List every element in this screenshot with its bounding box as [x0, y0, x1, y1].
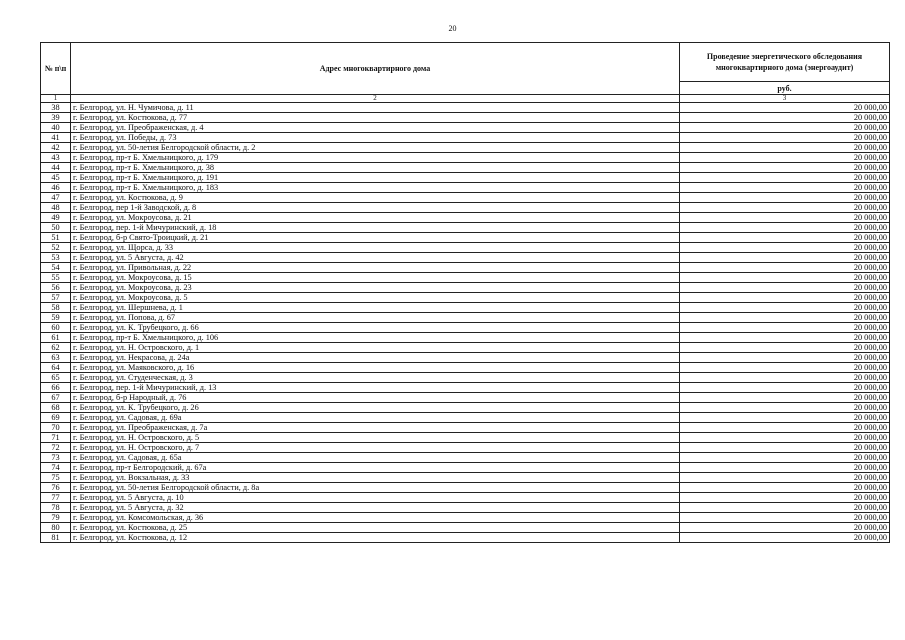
row-number: 60: [41, 323, 71, 333]
table-row: [41, 473, 890, 483]
row-number: 51: [41, 233, 71, 243]
row-address: г. Белгород, ул. Маяковского, д. 16: [71, 363, 680, 373]
table-row: [41, 363, 890, 373]
table-row: [41, 413, 890, 423]
row-address: г. Белгород, б-р Народный, д. 76: [71, 393, 680, 403]
row-number: 46: [41, 183, 71, 193]
row-value: 20 000,00: [680, 533, 890, 543]
row-number: 68: [41, 403, 71, 413]
row-value: 20 000,00: [680, 323, 890, 333]
table-row: [41, 333, 890, 343]
row-number: 53: [41, 253, 71, 263]
row-number: 80: [41, 523, 71, 533]
row-address: г. Белгород, ул. Мокроусова, д. 15: [71, 273, 680, 283]
row-value: 20 000,00: [680, 163, 890, 173]
table-row: [41, 103, 890, 113]
table-row: [41, 403, 890, 413]
row-value: 20 000,00: [680, 463, 890, 473]
row-value: 20 000,00: [680, 453, 890, 463]
row-value: 20 000,00: [680, 183, 890, 193]
row-number: 61: [41, 333, 71, 343]
row-address: г. Белгород, ул. Комсомольская, д. 36: [71, 513, 680, 523]
row-value: 20 000,00: [680, 353, 890, 363]
table-row: [41, 223, 890, 233]
table-row: [41, 523, 890, 533]
row-value: 20 000,00: [680, 513, 890, 523]
table-row: [41, 393, 890, 403]
row-address: г. Белгород, ул. Студенческая, д. 3: [71, 373, 680, 383]
row-address: г. Белгород, ул. Попова, д. 67: [71, 313, 680, 323]
row-number: 38: [41, 103, 71, 113]
row-value: 20 000,00: [680, 343, 890, 353]
row-number: 50: [41, 223, 71, 233]
row-address: г. Белгород, ул. Мокроусова, д. 23: [71, 283, 680, 293]
row-value: 20 000,00: [680, 423, 890, 433]
table-row: [41, 373, 890, 383]
row-value: 20 000,00: [680, 253, 890, 263]
row-address: г. Белгород, ул. Костюкова, д. 25: [71, 523, 680, 533]
row-value: 20 000,00: [680, 293, 890, 303]
header-num: № п\п: [41, 43, 71, 95]
row-number: 81: [41, 533, 71, 543]
row-address: г. Белгород, ул. 50-летия Белгородской области, д. 2: [71, 143, 680, 153]
row-number: 41: [41, 133, 71, 143]
row-number: 56: [41, 283, 71, 293]
row-number: 65: [41, 373, 71, 383]
row-address: г. Белгород, ул. Н. Островского, д. 7: [71, 443, 680, 453]
row-number: 63: [41, 353, 71, 363]
row-value: 20 000,00: [680, 443, 890, 453]
table-row: [41, 433, 890, 443]
row-address: г. Белгород, ул. К. Трубецкого, д. 26: [71, 403, 680, 413]
row-number: 73: [41, 453, 71, 463]
row-number: 59: [41, 313, 71, 323]
row-value: 20 000,00: [680, 403, 890, 413]
row-value: 20 000,00: [680, 213, 890, 223]
header-address: Адрес многоквартирного дома: [71, 43, 680, 95]
table-row: [41, 143, 890, 153]
row-number: 39: [41, 113, 71, 123]
row-number: 72: [41, 443, 71, 453]
row-value: 20 000,00: [680, 273, 890, 283]
row-number: 75: [41, 473, 71, 483]
row-value: 20 000,00: [680, 243, 890, 253]
row-number: 71: [41, 433, 71, 443]
row-number: 66: [41, 383, 71, 393]
row-number: 52: [41, 243, 71, 253]
row-address: г. Белгород, пр-т Б. Хмельницкого, д. 179: [71, 153, 680, 163]
row-value: 20 000,00: [680, 283, 890, 293]
row-value: 20 000,00: [680, 523, 890, 533]
row-number: 74: [41, 463, 71, 473]
table-row: [41, 173, 890, 183]
row-value: 20 000,00: [680, 503, 890, 513]
row-address: г. Белгород, ул. Костюкова, д. 77: [71, 113, 680, 123]
row-number: 45: [41, 173, 71, 183]
table-row: [41, 243, 890, 253]
row-address: г. Белгород, ул. Преображенская, д. 4: [71, 123, 680, 133]
row-number: 64: [41, 363, 71, 373]
row-value: 20 000,00: [680, 223, 890, 233]
row-address: г. Белгород, пер. 1-й Мичуринский, д. 13: [71, 383, 680, 393]
address-table: [40, 42, 890, 543]
row-value: 20 000,00: [680, 143, 890, 153]
row-value: 20 000,00: [680, 313, 890, 323]
table-row: [41, 133, 890, 143]
row-value: 20 000,00: [680, 383, 890, 393]
row-address: г. Белгород, ул. Садовая, д. 65а: [71, 453, 680, 463]
row-value: 20 000,00: [680, 123, 890, 133]
table-row: [41, 353, 890, 363]
table-row: [41, 513, 890, 523]
row-number: 40: [41, 123, 71, 133]
row-address: г. Белгород, пер. 1-й Мичуринский, д. 18: [71, 223, 680, 233]
table-row: [41, 273, 890, 283]
row-address: г. Белгород, пер 1-й Заводской, д. 8: [71, 203, 680, 213]
table-row: [41, 163, 890, 173]
row-address: г. Белгород, ул. Шершнева, д. 1: [71, 303, 680, 313]
row-address: г. Белгород, ул. Мокроусова, д. 21: [71, 213, 680, 223]
row-address: г. Белгород, ул. Н. Островского, д. 1: [71, 343, 680, 353]
table-row: [41, 423, 890, 433]
table-body: [41, 103, 890, 543]
column-index: 1: [41, 95, 71, 103]
row-value: 20 000,00: [680, 483, 890, 493]
row-address: г. Белгород, ул. Преображенская, д. 7а: [71, 423, 680, 433]
row-number: 79: [41, 513, 71, 523]
row-value: 20 000,00: [680, 363, 890, 373]
table-row: [41, 383, 890, 393]
table-row: [41, 293, 890, 303]
table-row: [41, 493, 890, 503]
row-address: г. Белгород, ул. 5 Августа, д. 32: [71, 503, 680, 513]
row-address: г. Белгород, ул. 50-летия Белгородской области, д. 8а: [71, 483, 680, 493]
row-number: 49: [41, 213, 71, 223]
table-row: [41, 213, 890, 223]
row-value: 20 000,00: [680, 333, 890, 343]
table-row: [41, 483, 890, 493]
row-value: 20 000,00: [680, 133, 890, 143]
row-address: г. Белгород, ул. Костюкова, д. 12: [71, 533, 680, 543]
table-row: [41, 233, 890, 243]
row-number: 76: [41, 483, 71, 493]
row-address: г. Белгород, б-р Свято-Троицкий, д. 21: [71, 233, 680, 243]
header-cost: Проведение энергетического обследования многоквартирного дома (энергоаудит): [680, 43, 890, 82]
row-number: 57: [41, 293, 71, 303]
row-address: г. Белгород, ул. Щорса, д. 33: [71, 243, 680, 253]
table-row: [41, 443, 890, 453]
page-number: 20: [448, 24, 457, 33]
row-number: 48: [41, 203, 71, 213]
table-row: [41, 323, 890, 333]
table-row: [41, 113, 890, 123]
row-address: г. Белгород, ул. Н. Островского, д. 5: [71, 433, 680, 443]
row-address: г. Белгород, ул. Садовая, д. 69а: [71, 413, 680, 423]
table-row: [41, 533, 890, 543]
table-row: [41, 453, 890, 463]
row-address: г. Белгород, ул. Вокзальная, д. 33: [71, 473, 680, 483]
row-address: г. Белгород, ул. 5 Августа, д. 10: [71, 493, 680, 503]
row-value: 20 000,00: [680, 113, 890, 123]
table-row: [41, 263, 890, 273]
row-value: 20 000,00: [680, 153, 890, 163]
row-value: 20 000,00: [680, 473, 890, 483]
row-number: 54: [41, 263, 71, 273]
row-address: г. Белгород, пр-т Б. Хмельницкого, д. 38: [71, 163, 680, 173]
row-value: 20 000,00: [680, 433, 890, 443]
row-number: 42: [41, 143, 71, 153]
column-index: 3: [680, 95, 890, 103]
row-value: 20 000,00: [680, 413, 890, 423]
row-address: г. Белгород, пр-т Белгородский, д. 67а: [71, 463, 680, 473]
row-value: 20 000,00: [680, 103, 890, 113]
row-value: 20 000,00: [680, 493, 890, 503]
table-row: [41, 253, 890, 263]
row-address: г. Белгород, пр-т Б. Хмельницкого, д. 183: [71, 183, 680, 193]
header-unit: руб.: [680, 82, 890, 95]
row-address: г. Белгород, ул. Победы, д. 73: [71, 133, 680, 143]
table-row: [41, 463, 890, 473]
row-value: 20 000,00: [680, 173, 890, 183]
row-number: 69: [41, 413, 71, 423]
row-number: 55: [41, 273, 71, 283]
row-value: 20 000,00: [680, 193, 890, 203]
table-row: [41, 313, 890, 323]
column-index: 2: [71, 95, 680, 103]
table-row: [41, 203, 890, 213]
row-number: 78: [41, 503, 71, 513]
row-value: 20 000,00: [680, 393, 890, 403]
row-address: г. Белгород, ул. Мокроусова, д. 5: [71, 293, 680, 303]
row-number: 67: [41, 393, 71, 403]
row-address: г. Белгород, ул. 5 Августа, д. 42: [71, 253, 680, 263]
table-row: [41, 343, 890, 353]
row-number: 58: [41, 303, 71, 313]
row-value: 20 000,00: [680, 373, 890, 383]
table-row: [41, 283, 890, 293]
row-address: г. Белгород, ул. К. Трубецкого, д. 66: [71, 323, 680, 333]
row-number: 70: [41, 423, 71, 433]
row-number: 62: [41, 343, 71, 353]
table-row: [41, 193, 890, 203]
row-number: 47: [41, 193, 71, 203]
row-number: 77: [41, 493, 71, 503]
table-row: [41, 303, 890, 313]
row-address: г. Белгород, ул. Некрасова, д. 24а: [71, 353, 680, 363]
row-address: г. Белгород, ул. Привольная, д. 22: [71, 263, 680, 273]
table-row: [41, 183, 890, 193]
row-address: г. Белгород, ул. Костюкова, д. 9: [71, 193, 680, 203]
row-number: 43: [41, 153, 71, 163]
row-value: 20 000,00: [680, 233, 890, 243]
row-value: 20 000,00: [680, 263, 890, 273]
table-row: [41, 503, 890, 513]
table-row: [41, 153, 890, 163]
row-number: 44: [41, 163, 71, 173]
row-address: г. Белгород, пр-т Б. Хмельницкого, д. 191: [71, 173, 680, 183]
row-address: г. Белгород, ул. Н. Чумичова, д. 11: [71, 103, 680, 113]
row-address: г. Белгород, пр-т Б. Хмельницкого, д. 106: [71, 333, 680, 343]
row-value: 20 000,00: [680, 303, 890, 313]
row-value: 20 000,00: [680, 203, 890, 213]
table-row: [41, 123, 890, 133]
